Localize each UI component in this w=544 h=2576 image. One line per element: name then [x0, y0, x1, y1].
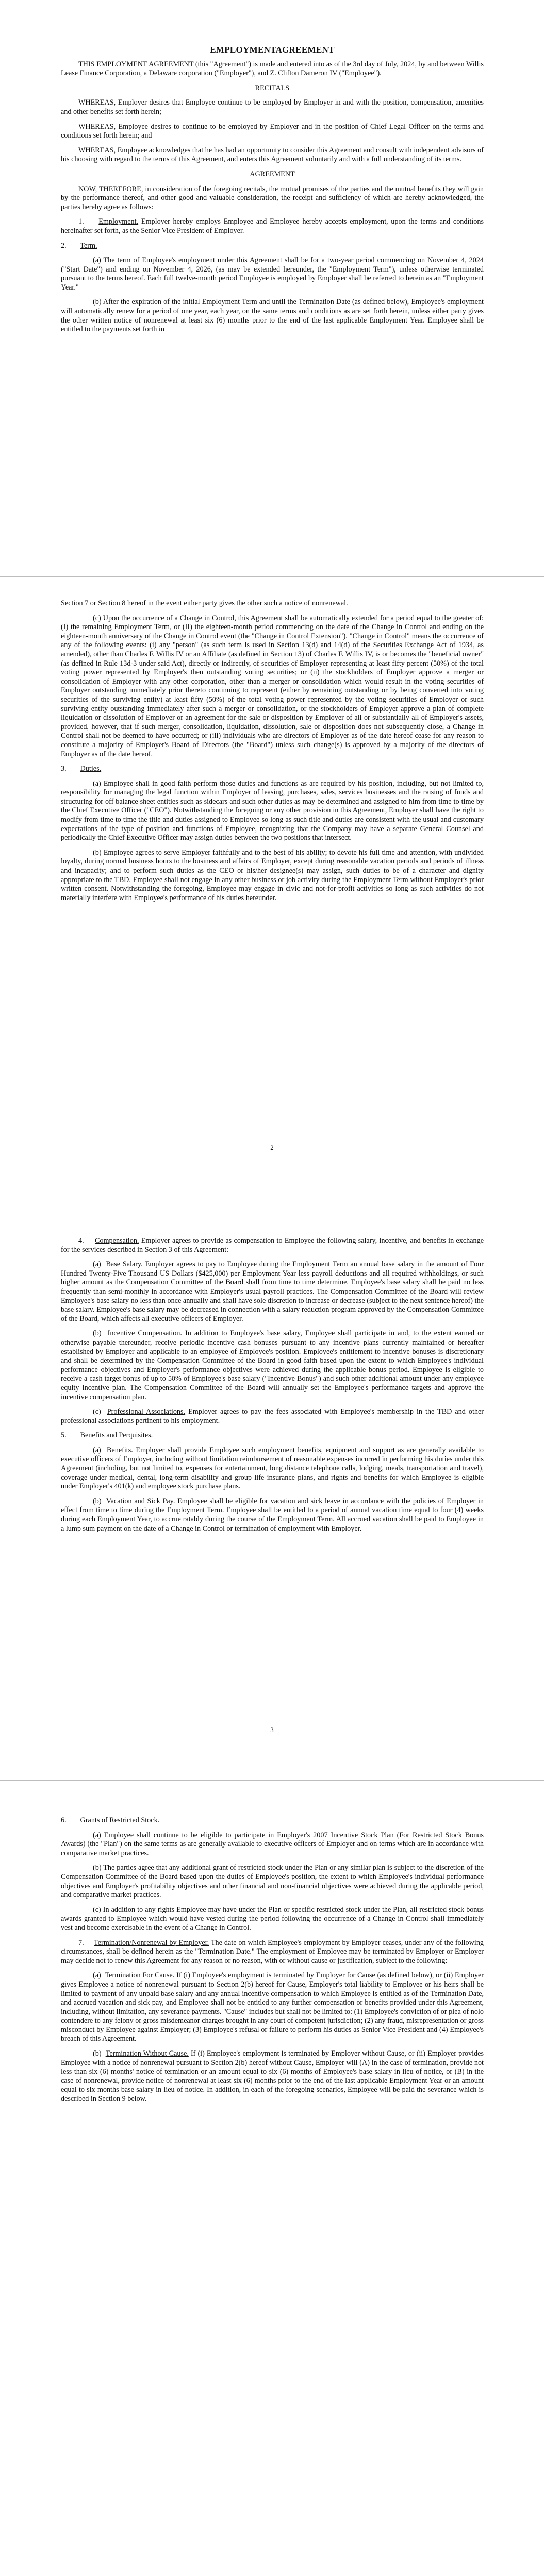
section-1-employment [61, 217, 484, 235]
document-title: EMPLOYMENTAGREEMENT [210, 45, 335, 55]
section-7-title: Termination/Nonrenewal by Employer. [94, 1938, 209, 1947]
page-3 [0, 1190, 544, 1777]
agreement-heading: AGREEMENT [250, 170, 295, 178]
section-3-title: Duties. [80, 765, 102, 773]
section-4b-label: Incentive Compensation. [107, 1329, 182, 1338]
section-5-title: Benefits and Perquisites. [80, 1431, 153, 1440]
section-2-title: Term. [80, 241, 97, 250]
section-7-intro: The date on which Employee's employment by Employer ceases, under any of the following circumstances, shall be defined herein as the "Termination Date." The employment of Employee may be terminated by Employer or Employer may decide not to renew this Agreement for any reason or no reason, with or without cause or justification, subject to the following: [61, 1938, 484, 1965]
section-3-number: 3. [61, 765, 67, 773]
section-3-heading [61, 765, 484, 774]
section-6a-paragraph: (a) Employee shall continue to be eligible to participate in Employer's 2007 Incentive Stock Plan (For Restricted Stock Bonus Awards) (the "Plan") on the same terms as are generally available to executive officers of Employer and on terms which are in accordance with comparative market practices. [61, 1831, 484, 1857]
section-4c-paragraph: (c) Professional Associations. Employer agrees to pay the fees associated with Employee's membership in the TBD and other professional associations pertinent to his employment. [61, 1408, 484, 1425]
section-4a-text: Employer agrees to pay to Employee during the Employment Term an annual base salary in the amount of Four Hundred Twenty-Five Thousand US Dollars ($425,000) per Employment Year less payroll deductions and all required withholdings, or such higher amount as the Compensation Committee of the Board shall from time to time determine. Employee's base salary shall be paid no less frequently than semi-monthly in accordance with Employer's usual payroll practices. The Compensation Committee of the Board will review Employee's base salary no less than once annually and shall have sole discretion to increase or decrease (subject to the next sentence hereof) the base salary. Employee's base salary may be decreased in connection with a salary reduction program approved by the Compensation Committee of the Board, which affects all executive officers of Employer. [61, 1260, 484, 1323]
page-separator [0, 576, 544, 577]
page-4-content [61, 1816, 484, 2110]
now-therefore-paragraph: NOW, THEREFORE, in consideration of the foregoing recitals, the mutual promises of the parties and the mutual benefits they will gain by the performance thereof, and other good and valuable consideration, the receipt and sufficiency of which are hereby acknowledged, the parties hereby agree as follows: [61, 184, 484, 211]
section-2b-continued: Section 7 or Section 8 hereof in the event either party gives the other such a notice of nonrenewal. [61, 599, 348, 607]
page-2 [0, 580, 544, 1182]
page-3-content [61, 1236, 484, 1539]
section-4c-label: Professional Associations. [107, 1408, 186, 1416]
section-7b-text: If (i) Employee's employment is terminated by Employer without Cause, or (ii) Employer provides Employee with a notice of nonrenewal pursuant to Section 2(b) hereof without Cause, Employer will (A) in the case of termination, provide not less than six (6) months' notice of termination or an amount equal to six (6) months of Employee's base salary in lieu of notice, or (B) in the case of nonrenewal, provide notice of nonrenewal at least six (6) months prior to the end of the last applicable Employment Year or an amount equal to six months base salary in lieu of notice. In addition, in each of the foregoing scenarios, Employee will be paid the severance which is described in Section 9 below. [61, 2049, 484, 2104]
section-4b-text: In addition to Employee's base salary, Employee shall participate in and, to the extent earned or otherwise payable thereunder, receive periodic incentive cash bonuses pursuant to any incentive plans currently maintained or hereafter established by Employer and applicable to an employee of Employee's position. Employee's entitlement to incentive bonuses is discretionary and shall be determined by the Compensation Committee of the Board in good faith based upon the extent to which Employee's individual performance objectives and Employer's performance objectives were achieved during the applicable bonus period. Employee is eligible to receive a cash target bonus of up to 50% of Employee's base salary ("Incentive Bonus") and such other additional amount under any employee equity incentive plan. The Compensation Committee of the Board will annually set the Employee's performance targets and approve the incentive compensation plan. [61, 1329, 484, 1401]
section-4b-paragraph: (b) Incentive Compensation. In addition to Employee's base salary, Employee shall participate in and, to the extent earned or otherwise payable thereunder, receive periodic incentive cash bonuses pursuant to any incentive plans currently maintained or hereafter established by Employer and applicable to an employee of Employee's position. Employee's entitlement to incentive bonuses is discretionary and shall be determined by the Compensation Committee of the Board in good faith based upon the extent to which Employee's individual performance objectives and Employer's performance objectives were achieved during the applicable bonus period. Employee is eligible to receive a cash target bonus of up to 50% of Employee's base salary ("Incentive Bonus") and such other additional amount under any employee equity incentive plan. The Compensation Committee of the Board will annually set the Employee's performance targets and approve the incentive compensation plan. [61, 1329, 484, 1401]
section-4c-text: Employer agrees to pay the fees associated with Employee's membership in the TBD and other professional associations pertinent to his employment. [61, 1408, 484, 1425]
section-7a-text: If (i) Employee's employment is terminated by Employer for Cause (as defined below), or (ii) Employer gives Employee a notice of nonrenewal pursuant to Section 2(b) hereof for Cause, Employer's total liability to Employee or his heirs shall be limited to payment of any unpaid base salary and any annual incentive compensation to which Employee is entitled as of the Termination Date, and accrued vacation and sick pay, and Employee shall not be entitled to any further compensation or benefits provided under this Agreement, including, without limitation, any severance payments. "Cause" includes but shall not be limited to: (1) Employee's conviction of or plea of nolo contendere to any felony or gross misdemeanor charges brought in any court of competent jurisdiction; (2) any fraud, misrepresentation or gross misconduct by Employee against Employer; (3) Employee's refusal or failure to perform his duties as Senior Vice President and (4) Employee's breach of this Agreement. [61, 1971, 484, 2043]
section-2c-paragraph: (c) Upon the occurrence of a Change in Control, this Agreement shall be automatically extended for a period equal to the greater of: (I) the remaining Employment Term, or (II) the eighteen-month period commencing on the date of the Change in Control and ending on the eighteen-month anniversary of the Change in Control event (the "Change in Control Extension"). "Change in Control" means the occurrence of any of the following events: (i) any "person" (as such term is used in Section 13(d) and 14(d) of the Securities Exchange Act of 1934, as amended), other than Charles F. Willis IV or an Affiliate (as defined in Section 13) of Charles F. Willis IV, is or becomes the "beneficial owner" (as defined in Rule 13d-3 under said Act), directly or indirectly, of securities of Employer representing at least fifty percent (50%) of the total voting power represented by Employer's then outstanding voting securities; or (ii) the stockholders of Employer approve a merger or consolidation of Employer with any other corporation, other than a merger or consolidation which would result in the voting securities of Employer outstanding immediately prior thereto continuing to represent (either by remaining outstanding or by being converted into voting securities of the surviving entity) at least fifty (50%) of the total voting power represented by the voting securities of Employer or such surviving entity outstanding immediately after such a merger or consolidation, or the stockholders of Employer approve a plan of complete liquidation or dissolution of Employer or an agreement for the sale or disposition by Employer of all or substantially all of Employer's assets, provided, however, that if such merger, consolidation, liquidation, dissolution, sale or disposition does not subsequently close, a Change in Control shall not be deemed to have occurred; or (iii) individuals who are directors of Employer as of the date hereof cease for any reason to constitute a majority of Employer's Board of Directors (the "Board") unless such change(s) is approved by a majority of the directors of Employer as of the date hereof. [61, 614, 484, 758]
section-5a-text: Employer shall provide Employee such employment benefits, equipment and support as are generally available to executive officers of Employer, including without limitation reimbursement of reasonable expenses incurred in performing his duties under this Agreement (including, but not limited to, expenses for entertainment, long distance telephone calls, lodging, meals, transportation and travel), coverage under medical, dental, long-term disability and group life insurance plans, and rights and benefits for which Employee is eligible under Employer's 401(k) and employee stock purchase plans. [61, 1446, 484, 1491]
section-4-number: 4. [78, 1236, 84, 1245]
page-2-content [61, 599, 484, 908]
section-5a-paragraph: (a) Benefits. Employer shall provide Employee such employment benefits, equipment and support as are generally available to executive officers of Employer, including without limitation reimbursement of reasonable expenses incurred in performing his duties under this Agreement (including, but not limited to, expenses for entertainment, long distance telephone calls, lodging, meals, transportation and travel), coverage under medical, dental, long-term disability and group life insurance plans, and rights and benefits for which Employee is eligible under Employer's 401(k) and employee stock purchase plans. [61, 1446, 484, 1491]
page-separator [0, 1780, 544, 1781]
recital-a: WHEREAS, Employer desires that Employee continue to be employed by Employer in and with the position, compensation, amenities and other benefits set forth herein; [61, 98, 484, 116]
recital-b: WHEREAS, Employee desires to continue to be employed by Employer and in the position of Chief Legal Officer on the terms and conditions set forth herein; and [61, 122, 484, 140]
section-7a-paragraph: (a) Termination For Cause. If (i) Employee's employment is terminated by Employer for Cause (as defined below), or (ii) Employer gives Employee a notice of nonrenewal pursuant to Section 2(b) hereof for Cause, Employer's total liability to Employee or his heirs shall be limited to payment of any unpaid base salary and any annual incentive compensation to which Employee is entitled as of the Termination Date, and accrued vacation and sick pay, and Employee shall not be entitled to any further compensation or benefits provided under this Agreement, including, without limitation, any severance payments. "Cause" includes but shall not be limited to: (1) Employee's conviction of or plea of nolo contendere to any felony or gross misdemeanor charges brought in any court of competent jurisdiction; (2) any fraud, misrepresentation or gross misconduct by Employee against Employer; (3) Employee's refusal or failure to perform his duties as Senior Vice President and (4) Employee's breach of this Agreement. [61, 1971, 484, 2043]
section-4a-paragraph: (a) Base Salary. Employer agrees to pay to Employee during the Employment Term an annual base salary in the amount of Four Hundred Twenty-Five Thousand US Dollars ($425,000) per Employment Year less payroll deductions and all required withholdings, or such higher amount as the Compensation Committee of the Board shall from time to time determine. Employee's base salary shall be paid no less frequently than semi-monthly in accordance with Employer's usual payroll practices. The Compensation Committee of the Board will review Employee's base salary no less than once annually and shall have sole discretion to increase or decrease (subject to the next sentence hereof) the base salary. Employee's base salary may be decreased in connection with a salary reduction program approved by the Compensation Committee of the Board, which affects all executive officers of Employer. [61, 1260, 484, 1323]
page-number: 2 [270, 1144, 274, 1151]
section-7-number: 7. [78, 1938, 84, 1947]
section-7b-paragraph: (b) Termination Without Cause. If (i) Employee's employment is terminated by Employer without Cause, or (ii) Employer provides Employee with a notice of nonrenewal pursuant to Section 2(b) hereof without Cause, Employer will (A) in the case of termination, provide not less than six (6) months' notice of termination or an amount equal to six (6) months of Employee's base salary in lieu of notice, or (B) in the case of nonrenewal, provide notice of nonrenewal at least six (6) months prior to the end of the last applicable Employment Year or an amount equal to six months base salary in lieu of notice. In addition, in each of the foregoing scenarios, Employee will be paid the severance which is described in Section 9 below. [61, 2049, 484, 2104]
section-1-text: Employer hereby employs Employee and Employee hereby accepts employment, upon the terms and conditions hereinafter set forth, as the Senior Vice President of Employer. [61, 217, 484, 235]
intro-paragraph: THIS EMPLOYMENT AGREEMENT (this "Agreement") is made and entered into as of the 3rd day of July, 2024, by and between Willis Lease Finance Corporation, a Delaware corporation ("Employer"), and Z. Clifton Dameron IV ("Employee"). [61, 60, 484, 78]
section-2a-paragraph: (a) The term of Employee's employment under this Agreement shall be for a two-year period commencing on November 4, 2024 ("Start Date") and ending on November 4, 2026, (as may be extended hereunder, the "Employment Term"), unless otherwise terminated pursuant to the terms hereof. Each full twelve-month period Employee is employed by Employer shall be referred to herein as an "Employment Year." [61, 256, 484, 292]
section-5b-label: Vacation and Sick Pay. [106, 1497, 175, 1505]
section-6-number: 6. [61, 1816, 67, 1824]
section-6-heading [61, 1816, 484, 1825]
section-6c-paragraph: (c) In addition to any rights Employee may have under the Plan or specific restricted stock under the Plan, all restricted stock bonus awards granted to Employee which would have vested during the period following the occurrence of a Change in Control shall immediately vest and become exercisable in the event of a Change in Control. [61, 1905, 484, 1932]
section-7b-label: Termination Without Cause. [105, 2049, 189, 2058]
section-4a-label: Base Salary. [106, 1260, 143, 1269]
section-4-intro: Employer agrees to provide as compensation to Employee the following salary, incentive, and benefits in exchange for the services described in Section 3 of this Agreement: [61, 1236, 484, 1254]
recitals-heading: RECITALS [255, 83, 290, 92]
section-6-title: Grants of Restricted Stock. [80, 1816, 160, 1824]
section-7a-label: Termination For Cause. [105, 1971, 175, 1980]
section-5b-text: Employee shall be eligible for vacation and sick leave in accordance with the policies of Employer in effect from time to time during the Employment Term. Employee shall be entitled to a period of annual vacation time equal to four (4) weeks during each Employment Year, to accrue ratably during the course of the Employment Term. All accrued vacation shall be paid to Employee in a lump sum payment on the date of a Change in Control or termination of employment with Employer. [61, 1497, 484, 1533]
section-5-heading [61, 1431, 484, 1440]
section-1-title: Employment. [98, 217, 139, 226]
section-5b-paragraph: (b) Vacation and Sick Pay. Employee shall be eligible for vacation and sick leave in accordance with the policies of Employer in effect from time to time during the Employment Term. Employee shall be entitled to a period of annual vacation time equal to four (4) weeks during each Employment Year, to accrue ratably during the course of the Employment Term. All accrued vacation shall be paid to Employee in a lump sum payment on the date of a Change in Control or termination of employment with Employer. [61, 1497, 484, 1533]
recital-c: WHEREAS, Employee acknowledges that he has had an opportunity to consider this Agreement and consult with independent advisors of his choosing with regard to the terms of this Agreement, and enters this Agreement voluntarily and with a full understanding of its terms. [61, 146, 484, 164]
section-7-termination [61, 1939, 484, 1966]
section-5a-label: Benefits. [106, 1446, 133, 1454]
page-1 [0, 0, 544, 574]
page-4 [0, 1785, 544, 2576]
section-5-number: 5. [61, 1431, 67, 1440]
page-1-content [61, 45, 484, 340]
section-6b-paragraph: (b) The parties agree that any additional grant of restricted stock under the Plan or any similar plan is subject to the discretion of the Compensation Committee of the Board based upon the duties of Employee's position, the extent to which Employee's individual performance objectives and Employer's profitability objectives and other financial and non-financial objectives were achieved during the applicable period, and comparative market practices. [61, 1863, 484, 1900]
section-3a-paragraph: (a) Employee shall in good faith perform those duties and functions as are required by his position, including, but not limited to, responsibility for managing the legal function within Employer of leasing, purchases, sales, services businesses and the raising of funds and structuring for off balance sheet entities such as sidecars and such other duties as may be determined and assigned to him from time to time by the Chief Executive Officer ("CEO"). Notwithstanding the foregoing or any other provision in this Agreement, Employer shall have the right to modify from time to time the title and duties assigned to Employee so long as such title and duties are consistent with the usual and customary expectations of the type of position and functions of Employee, recognizing that the Company may have a separate General Counsel and periodically the Chief Executive Officer may assign duties between the two positions that intersect. [61, 779, 484, 842]
section-4-title: Compensation. [94, 1236, 139, 1245]
section-4-compensation [61, 1236, 484, 1255]
section-3b-paragraph: (b) Employee agrees to serve Employer faithfully and to the best of his ability; to devote his full time and attention, with undivided loyalty, during normal business hours to the business and affairs of Employer, except during reasonable vacation periods and periods of illness and incapacity; and to perform such duties as the CEO or his/her designee(s) may assign, such duties to be of a character and dignity appropriate to the TBD. Employee shall not engage in any other business or job activity during the Employment Term without Employer's prior written consent. Notwithstanding the foregoing, Employee may engage in civic and not-for-profit activities so long as such activities do not materially interfere with Employee's performance of his duties hereunder. [61, 848, 484, 902]
section-2-number: 2. [61, 241, 67, 250]
section-2b-paragraph: (b) After the expiration of the initial Employment Term and until the Termination Date (as defined below), Employee's employment will automatically renew for a period of one year, each year, on the same terms and conditions as are set forth herein, unless either party gives the other written notice of nonrenewal at least six (6) months prior to the end of the last applicable Employment Year. Employee shall be entitled to the payments set forth in [61, 298, 484, 334]
section-1-number: 1. [78, 217, 84, 226]
section-2-heading [61, 242, 484, 251]
page-number: 3 [270, 1726, 274, 1734]
